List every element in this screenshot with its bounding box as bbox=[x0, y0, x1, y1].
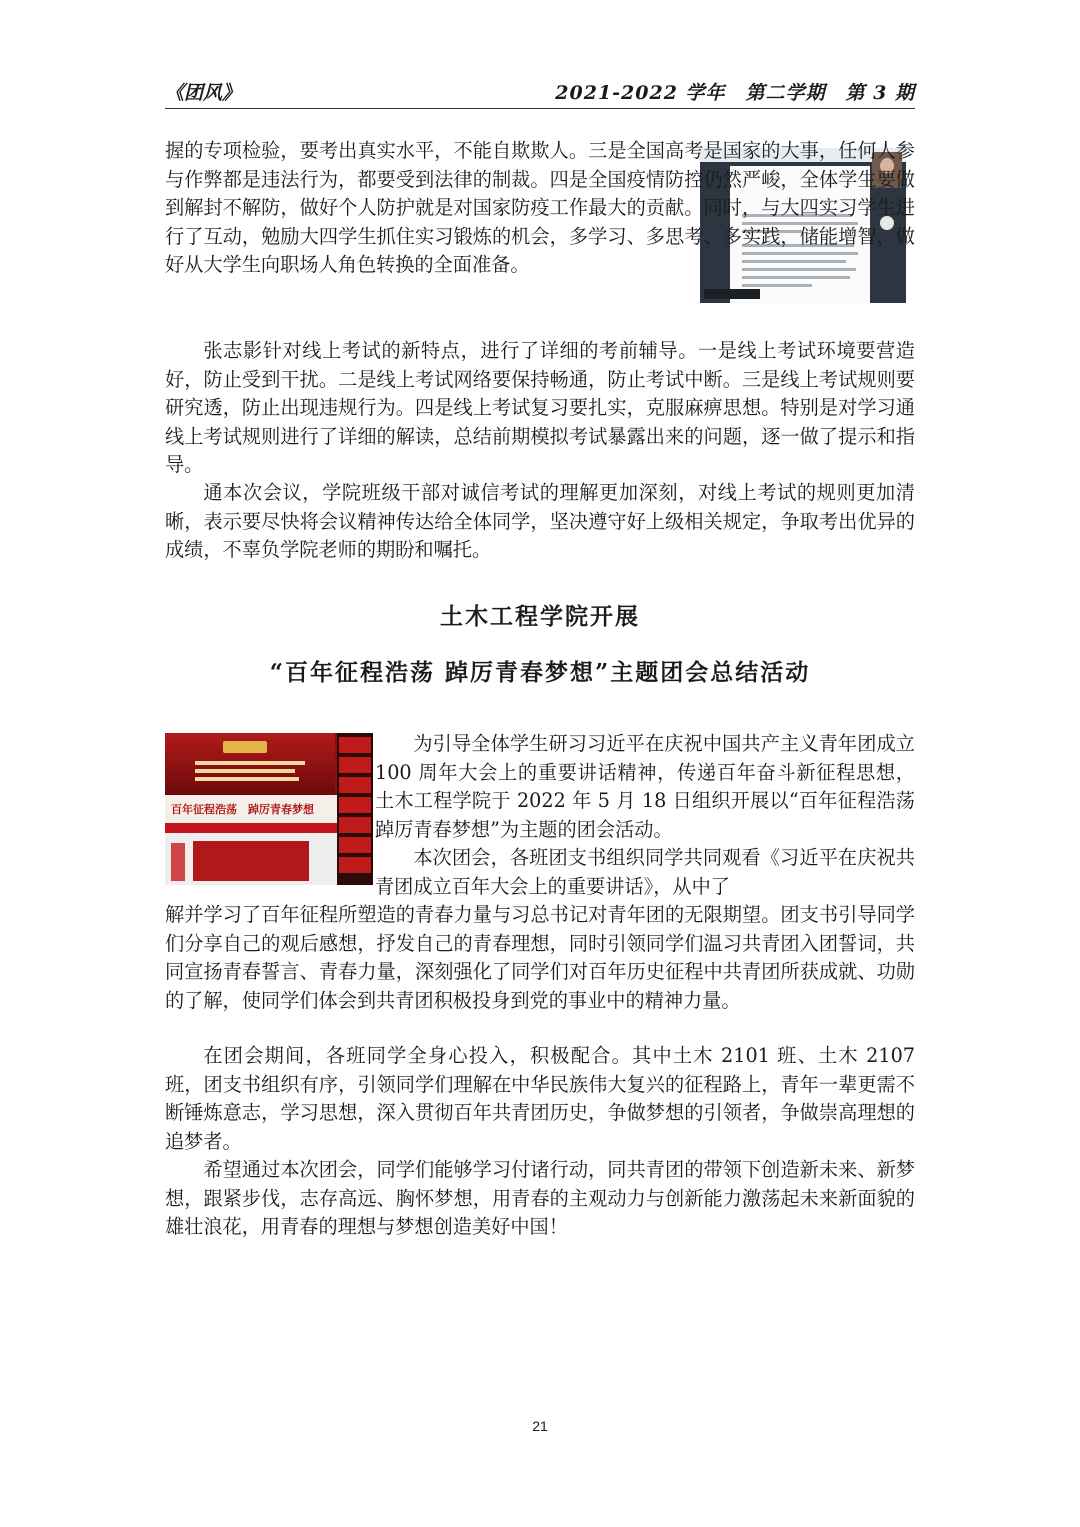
journal-name: 《团风》 bbox=[165, 82, 242, 104]
article2-title-line2: “百年征程浩荡 踔厉青春梦想”主题团会总结活动 bbox=[269, 659, 811, 686]
article2-paragraph-4: 希望通过本次团会，同学们能够学习付诸行动，同共青团的带领下创造新未来、新梦想，跟紧步伐，志存高远、胸怀梦想，用青春的主观动力与创新能力激荡起未来新面貌的雄壮浪花，用青春的理想与梦想创造美好中国！ bbox=[165, 1158, 915, 1239]
issue-info: 2021-2022 学年 第二学期 第 3 期 bbox=[555, 82, 915, 104]
page-header bbox=[165, 78, 915, 109]
article2-paragraph-2-full: 解并学习了百年征程所塑造的青春力量与习总书记对青年团的无限期望。团支书引导同学们分享自己的观后感想，抒发自己的青春理想，同时引领同学们温习共青团入团誓词，共同宣扬青春誓言、青春力量，深刻强化了同学们对百年历史征程中共青团所获成就、功勋的了解，使同学们体会到共青团积极投身到党的事业中的精神力量。 bbox=[165, 903, 915, 1012]
article2-paragraph-1: 为引导全体学生研习习近平在庆祝中国共产主义青年团成立 100 周年大会上的重要讲话精神，传递百年奋斗新征程思想，土木工程学院于 2022 年 5 月 18 日组织开展以“百年征程浩荡 踔厉青春梦想”为主题的团会活动。 bbox=[375, 732, 935, 841]
article2-paragraph-2 bbox=[165, 844, 915, 1016]
banner-text: 百年征程浩荡 踔厉青春梦想 bbox=[171, 803, 314, 816]
name-tag bbox=[704, 289, 760, 299]
theme-banner bbox=[165, 795, 337, 833]
slide-oath bbox=[165, 733, 335, 795]
article2-paragraph-2-wrapped: 本次团会，各班团支书组织同学共同观看《习近平在庆祝共青团成立百年大会上的重要讲话》，从中了 bbox=[375, 846, 915, 898]
article2-title-line1: 土木工程学院开展 bbox=[440, 603, 640, 630]
article1-paragraph-3: 通本次会议，学院班级干部对诚信考试的理解更加深刻，对线上考试的规则更加清晰，表示要尽快将会议精神传达给全体同学，坚决遵守好上级相关规定，争取考出优异的成绩，不辜负学院老师的期盼和嘱托。 bbox=[165, 481, 915, 562]
page-number: 21 bbox=[532, 1418, 548, 1434]
article1-paragraph-1: 握的专项检验，要考出真实水平，不能自欺欺人。三是全国高考是国家的大事，任何人参与作弊都是违法行为，都要受到法律的制裁。四是全国疫情防控仍然严峻，全体学生要做到解封不解防，做好个人防护就是对国家防疫工作最大的贡献。同时，与大四实习学生进行了互动，勉励大四学生抓住实习锻炼的机会，多学习、多思考、多实践，储能增智，做好从大学生向职场人角色转换的全面准备。 bbox=[165, 139, 915, 277]
article1-paragraph-2: 张志影针对线上考试的新特点，进行了详细的考前辅导。一是线上考试环境要营造好，防止受到干扰。二是线上考试网络要保持畅通，防止考试中断。三是线上考试规则要研究透，防止出现违规行为。四是线上考试复习要扎实，克服麻痹思想。特别是对学习通线上考试规则进行了详细的解读，总结前期模拟考试暴露出来的问题，逐一做了提示和指导。 bbox=[165, 339, 915, 477]
article2-paragraph-3: 在团会期间，各班同学全身心投入，积极配合。其中土木 2101 班、土木 2107 班，团支书组织有序，引领同学们理解在中华民族伟大复兴的征程路上，青年一辈更需不断锤炼意志，学习思想，深入贯彻百年共青团历史，争做梦想的引领者，争做崇高理想的追梦者。 bbox=[165, 1044, 915, 1153]
